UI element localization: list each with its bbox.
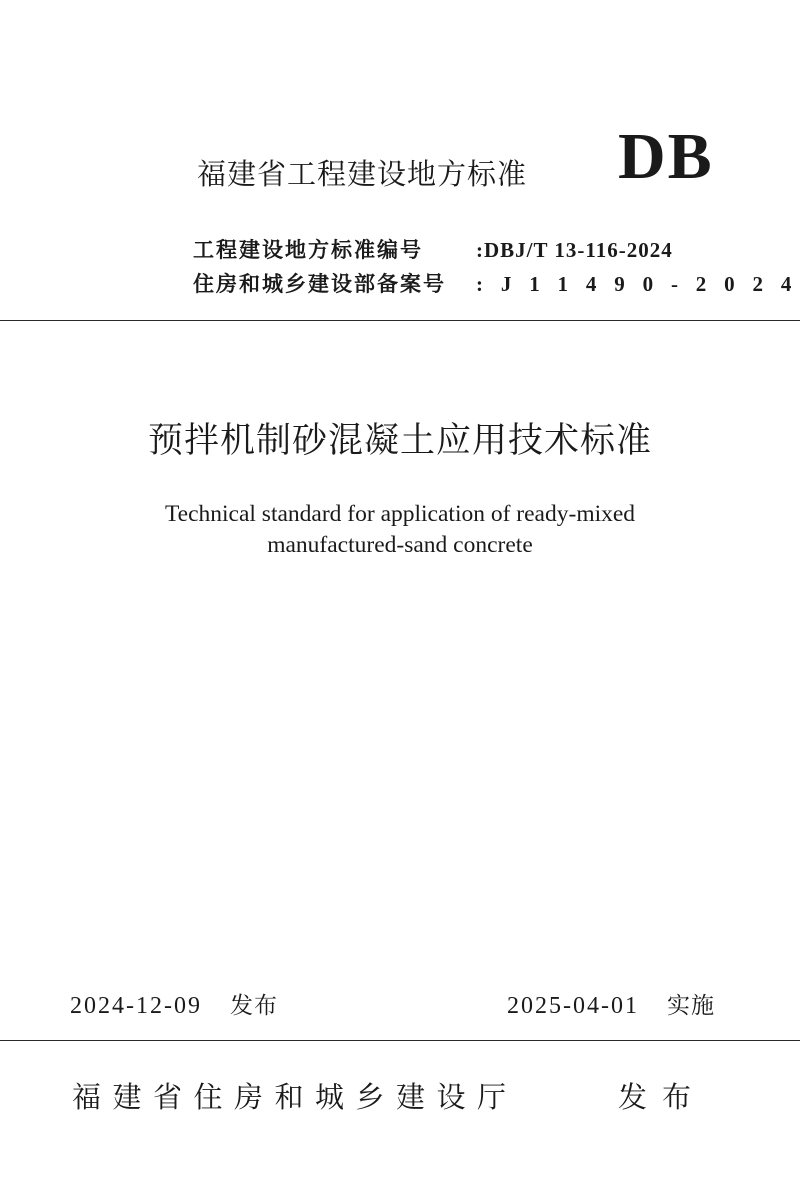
document-title-cn: 预拌机制砂混凝土应用技术标准	[147, 421, 652, 461]
standard-number-row	[193, 234, 673, 264]
bottom-divider	[0, 1040, 800, 1041]
record-number-value: : J 1 1 4 9 0 - 2 0 2 4	[476, 272, 798, 296]
issue-date-row	[70, 987, 278, 1020]
effective-date: 2025-04-01	[507, 993, 639, 1019]
document-title-en-line2: manufactured-sand concrete	[267, 532, 533, 558]
issue-date-word: 发布	[229, 993, 278, 1019]
standard-number-value: :DBJ/T 13-116-2024	[476, 238, 673, 262]
record-number-label: 住房和城乡建设部备案号	[193, 272, 446, 296]
document-title-en	[0, 499, 800, 561]
standard-category: 福建省工程建设地方标准	[197, 157, 528, 191]
effective-date-word: 实施	[666, 993, 715, 1019]
standard-number-label: 工程建设地方标准编号	[193, 238, 423, 262]
footer-issue-word: 发布	[618, 1080, 707, 1114]
document-title-en-line1: Technical standard for application of ready-mixed	[164, 501, 636, 527]
issuing-authority: 福建省住房和城乡建设厅	[72, 1080, 518, 1114]
effective-date-row	[507, 987, 715, 1020]
record-number-row	[193, 268, 798, 298]
issue-date: 2024-12-09	[70, 993, 202, 1019]
db-logo: DB	[618, 120, 714, 193]
top-divider	[0, 320, 800, 321]
